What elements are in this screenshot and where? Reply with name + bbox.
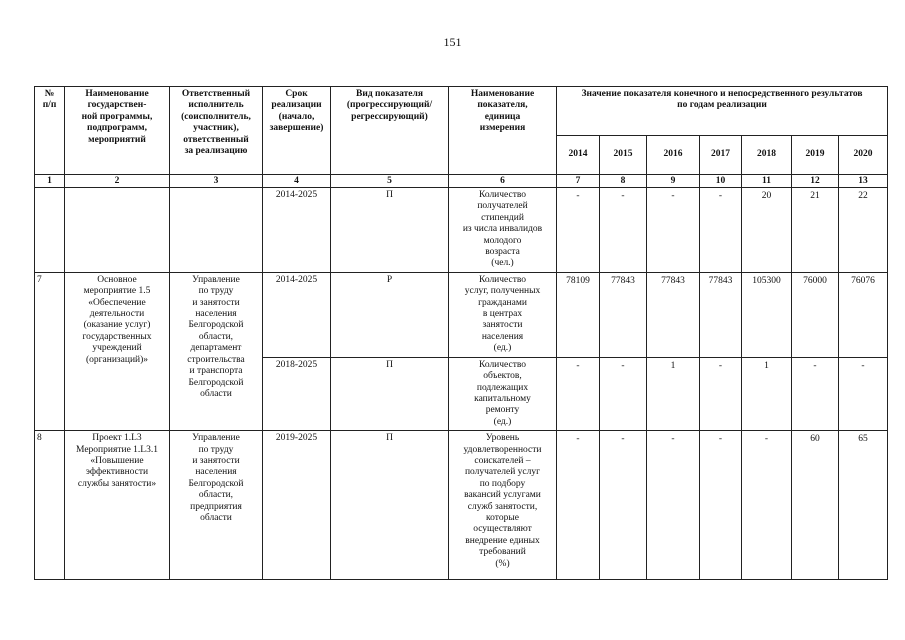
row-type: П bbox=[331, 188, 449, 273]
row-value: - bbox=[792, 357, 839, 430]
row-value: 76000 bbox=[792, 272, 839, 357]
row-type: П bbox=[331, 357, 449, 430]
header-year: 2015 bbox=[600, 136, 647, 175]
row-value: - bbox=[600, 357, 647, 430]
header-responsible: Ответственный исполнитель (соисполнитель, участник), ответственный за реализацию bbox=[170, 87, 263, 175]
row-indicator: Уровень удовлетворенности соискателей – получателей услуг по подбору вакансий услугами служб занятости, которые осуществляют внедрение единых требований (%) bbox=[449, 431, 557, 580]
row-value: 1 bbox=[647, 357, 700, 430]
row-value: 77843 bbox=[700, 272, 742, 357]
column-number: 5 bbox=[331, 175, 449, 188]
row-value: - bbox=[647, 188, 700, 273]
row-value: - bbox=[600, 188, 647, 273]
row-value: 65 bbox=[839, 431, 888, 580]
header-period: Срок реализации (начало, завершение) bbox=[263, 87, 331, 175]
header-type: Вид показателя (прогрессирующий/ регрессирующий) bbox=[331, 87, 449, 175]
header-values-group: Значение показателя конечного и непосредственного результатов по годам реализации bbox=[557, 87, 888, 136]
header-year: 2020 bbox=[839, 136, 888, 175]
row-value: 22 bbox=[839, 188, 888, 273]
row-num: 8 bbox=[35, 431, 65, 580]
row-num bbox=[35, 188, 65, 273]
header-year: 2019 bbox=[792, 136, 839, 175]
column-number: 1 bbox=[35, 175, 65, 188]
row-value: 77843 bbox=[647, 272, 700, 357]
row-value: 78109 bbox=[557, 272, 600, 357]
row-name: Основное мероприятие 1.5 «Обеспечение деятельности (оказание услуг) государственных учреждений (организаций)» bbox=[65, 272, 170, 430]
column-number: 12 bbox=[792, 175, 839, 188]
row-value: 21 bbox=[792, 188, 839, 273]
column-number: 2 bbox=[65, 175, 170, 188]
row-value: - bbox=[700, 357, 742, 430]
column-number: 11 bbox=[742, 175, 792, 188]
table-row bbox=[35, 431, 888, 580]
row-responsible: Управление по труду и занятости населения Белгородской области, департамент строительства и транспорта Белгородской области bbox=[170, 272, 263, 430]
row-period: 2019-2025 bbox=[263, 431, 331, 580]
row-value: 20 bbox=[742, 188, 792, 273]
column-number: 9 bbox=[647, 175, 700, 188]
page-number: 151 bbox=[443, 35, 462, 49]
table-row bbox=[35, 272, 888, 357]
header-year: 2018 bbox=[742, 136, 792, 175]
results-table bbox=[34, 86, 888, 580]
row-value: - bbox=[557, 188, 600, 273]
header-row bbox=[35, 87, 888, 136]
header-indicator: Наименование показателя, единица измерения bbox=[449, 87, 557, 175]
row-value: - bbox=[700, 188, 742, 273]
row-name bbox=[65, 188, 170, 273]
row-value: - bbox=[647, 431, 700, 580]
row-value: 105300 bbox=[742, 272, 792, 357]
column-number: 4 bbox=[263, 175, 331, 188]
column-number: 13 bbox=[839, 175, 888, 188]
table-row bbox=[35, 188, 888, 273]
row-name: Проект 1.L3 Мероприятие 1.L3.1 «Повышение эффективности службы занятости» bbox=[65, 431, 170, 580]
row-indicator: Количество объектов, подлежащих капитальному ремонту (ед.) bbox=[449, 357, 557, 430]
row-period: 2018-2025 bbox=[263, 357, 331, 430]
header-year: 2014 bbox=[557, 136, 600, 175]
column-number: 3 bbox=[170, 175, 263, 188]
row-type: П bbox=[331, 431, 449, 580]
row-value: - bbox=[557, 357, 600, 430]
row-value: - bbox=[742, 431, 792, 580]
header-num: № п/п bbox=[35, 87, 65, 175]
column-number: 7 bbox=[557, 175, 600, 188]
row-responsible bbox=[170, 188, 263, 273]
column-number: 8 bbox=[600, 175, 647, 188]
row-value: - bbox=[839, 357, 888, 430]
row-value: - bbox=[700, 431, 742, 580]
column-number-row bbox=[35, 175, 888, 188]
row-period: 2014-2025 bbox=[263, 188, 331, 273]
row-type: Р bbox=[331, 272, 449, 357]
row-value: 60 bbox=[792, 431, 839, 580]
column-number: 10 bbox=[700, 175, 742, 188]
row-value: - bbox=[557, 431, 600, 580]
row-value: 76076 bbox=[839, 272, 888, 357]
row-value: - bbox=[600, 431, 647, 580]
row-value: 77843 bbox=[600, 272, 647, 357]
row-period: 2014-2025 bbox=[263, 272, 331, 357]
row-value: 1 bbox=[742, 357, 792, 430]
header-name: Наименование государствен- ной программы, подпрограмм, мероприятий bbox=[65, 87, 170, 175]
row-responsible: Управление по труду и занятости населения Белгородской области, предприятия области bbox=[170, 431, 263, 580]
column-number: 6 bbox=[449, 175, 557, 188]
row-num: 7 bbox=[35, 272, 65, 430]
header-year: 2016 bbox=[647, 136, 700, 175]
row-indicator: Количество услуг, полученных гражданами в центрах занятости населения (ед.) bbox=[449, 272, 557, 357]
row-indicator: Количество получателей стипендий из числа инвалидов молодого возраста (чел.) bbox=[449, 188, 557, 273]
header-year: 2017 bbox=[700, 136, 742, 175]
